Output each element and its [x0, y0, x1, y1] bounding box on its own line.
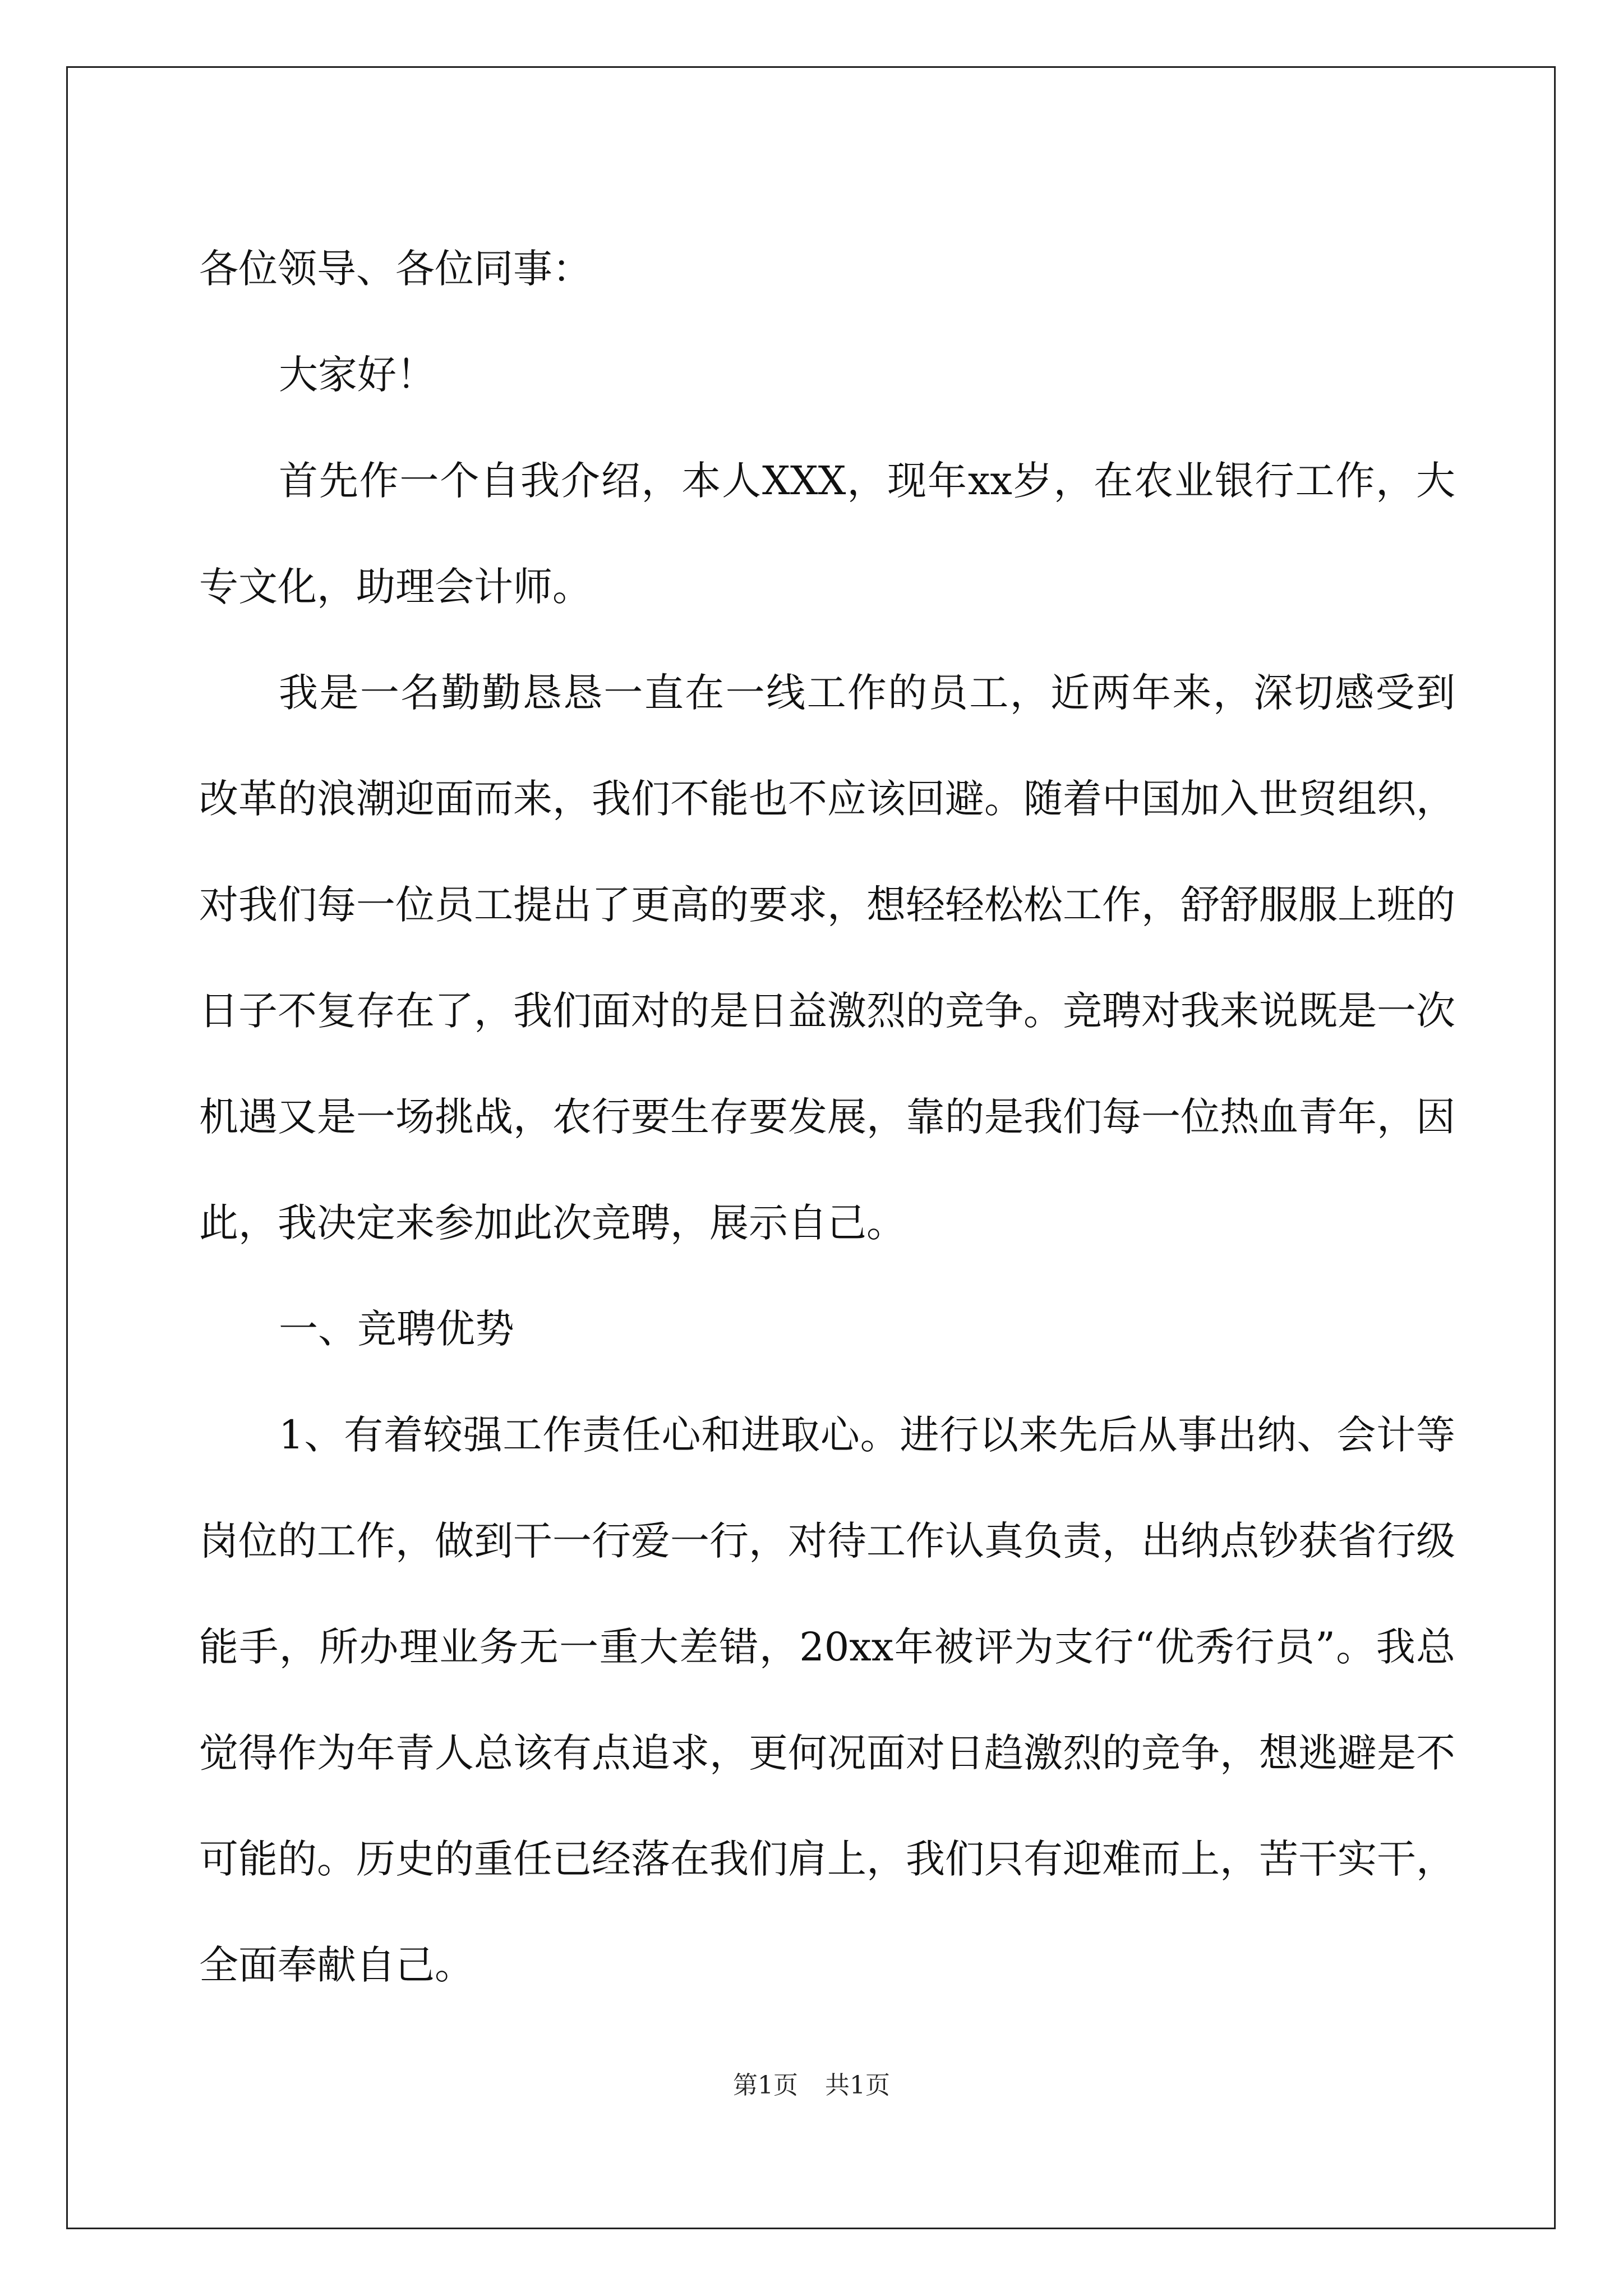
- salutation: 各位领导、各位同事：: [199, 246, 592, 292]
- greeting-paragraph: 大家好！: [279, 352, 436, 398]
- introduction-paragraph: 首先作一个自我介绍，本人XXX，现年xx岁，在农业银行工作，大专文化，助理会计师。: [199, 458, 1455, 610]
- page-number-current: 第1页: [733, 2071, 798, 2100]
- page-number-total: 共1页: [825, 2071, 890, 2100]
- document-body: [199, 216, 1455, 2018]
- page-footer: [0, 2069, 1623, 2102]
- section-heading: 一、竞聘优势: [279, 1306, 514, 1352]
- motivation-paragraph: 我是一名勤勤恳恳一直在一线工作的员工，近两年来，深切感受到改革的浪潮迎面而来，我们不能也不应该回避。随着中国加入世贸组织，对我们每一位员工提出了更高的要求，想轻轻松松工作，舒舒服服上班的日子不复存在了，我们面对的是日益激烈的竞争。竞聘对我来说既是一次机遇又是一场挑战，农行要生存要发展，靠的是我们每一位热血青年，因此，我决定来参加此次竞聘，展示自己。: [199, 670, 1455, 1246]
- advantage-paragraph: 1、有着较强工作责任心和进取心。进行以来先后从事出纳、会计等岗位的工作，做到干一行爱一行，对待工作认真负责，出纳点钞获省行级能手，所办理业务无一重大差错，20xx年被评为支行“优秀行员”。我总觉得作为年青人总该有点追求，更何况面对日趋激烈的竞争，想逃避是不可能的。历史的重任已经落在我们肩上，我们只有迎难而上，苦干实干，全面奉献自己。: [199, 1412, 1455, 1988]
